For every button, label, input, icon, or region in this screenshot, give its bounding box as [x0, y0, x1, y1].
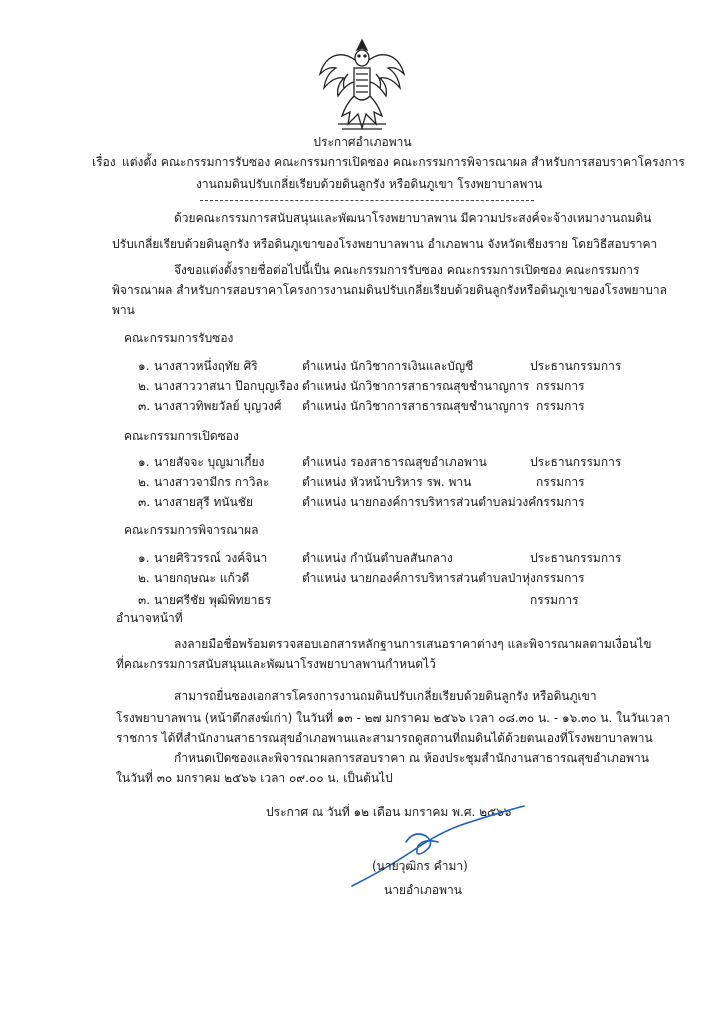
- member-role: กรรมการ: [530, 593, 579, 607]
- member-no: ๒.: [138, 379, 150, 393]
- member-no: ๒.: [138, 571, 150, 585]
- member-position: ตำแหน่ง นายกองค์การบริหารส่วนตำบลม่วงคำ: [302, 495, 544, 509]
- member-no: ๓.: [138, 399, 151, 413]
- member-role: กรรมการ: [536, 475, 585, 489]
- intro-line-3: จึงขอแต่งตั้งรายชื่อต่อไปนี้เป็น คณะกรรมการรับซอง คณะกรรมการเปิดซอง คณะกรรมการ: [174, 263, 640, 277]
- member-no: ๑.: [138, 359, 150, 373]
- member-name: นางสาววาสนา ป๊อกบุญเรือง: [154, 379, 299, 393]
- table-row: [0, 494, 725, 510]
- table-row: [0, 454, 725, 470]
- submission-line-1: สามารถยื่นซองเอกสารโครงการงานถมดินปรับเกลี่ยเรียบด้วยดินลูกรัง หรือดินภูเขา: [174, 689, 597, 703]
- member-role: กรรมการ: [536, 495, 585, 509]
- member-no: ๒.: [138, 475, 150, 489]
- divider: [200, 200, 534, 201]
- table-row: [0, 570, 725, 586]
- committee-heading-open: คณะกรรมการเปิดซอง: [124, 429, 239, 443]
- signer-title: นายอำเภอพาน: [384, 883, 462, 897]
- member-name: นางสาวหนึ่งฤทัย ศิริ: [154, 359, 258, 373]
- member-role: กรรมการ: [536, 379, 585, 393]
- submission-line-3: ราชการ ได้ที่สำนักงานสาธารณสุขอำเภอพานและสามารถดูสถานที่ถมดินได้ด้วยตนเองที่โรงพยาบาลพาน: [116, 731, 653, 745]
- submission-line-5: ในวันที่ ๓๐ มกราคม ๒๕๖๖ เวลา ๐๙.๐๐ น. เป็นต้นไป: [116, 771, 393, 785]
- member-name: นางสาวจามีกร กาวิละ: [154, 475, 270, 489]
- member-position: ตำแหน่ง รองสาธารณสุขอำเภอพาน: [302, 455, 487, 469]
- table-row: [0, 378, 725, 394]
- member-no: ๑.: [138, 551, 150, 565]
- duty-line-1: ลงลายมือชื่อพร้อมตรวจสอบเอกสารหลักฐานการเสนอราคาต่างๆ และพิจารณาผลตามเงื่อนไข: [174, 637, 652, 651]
- subject-label: เรื่อง: [92, 155, 116, 169]
- member-no: ๓.: [138, 495, 151, 509]
- intro-line-5: พาน: [112, 303, 135, 317]
- member-role: ประธานกรรมการ: [530, 359, 622, 373]
- member-name: นายสัจจะ บุญมาเกี๋ยง: [154, 455, 265, 469]
- member-position: ตำแหน่ง หัวหน้าบริหาร รพ. พาน: [302, 475, 472, 489]
- member-name: นายศรีชัย พุฒิพิทยาธร: [154, 593, 272, 607]
- intro-line-4: พิจารณาผล สำหรับการสอบราคาโครงการงานถมดินปรับเกลี่ยเรียบด้วยดินลูกรังหรือดินภูเขาของโรงพยาบาล: [112, 283, 668, 297]
- signer-name: (นายวุฒิกร คำมา): [372, 859, 468, 873]
- table-row: [0, 550, 725, 566]
- member-position: ตำแหน่ง กำนันตำบลสันกลาง: [302, 551, 453, 565]
- committee-heading-review: คณะกรรมการพิจารณาผล: [124, 523, 259, 537]
- member-no: ๑.: [138, 455, 150, 469]
- member-role: ประธานกรรมการ: [530, 551, 622, 565]
- intro-line-2: ปรับเกลี่ยเรียบด้วยดินลูกรัง หรือดินภูเขาของโรงพยาบาลพาน อำเภอพาน จังหวัดเชียงราย โดยวิธีสอบราคา: [112, 237, 658, 251]
- intro-line-1: ด้วยคณะกรรมการสนับสนุนและพัฒนาโรงพยาบาลพาน มีความประสงค์จะจ้างเหมางานถมดิน: [174, 211, 652, 225]
- committee-heading-receive: คณะกรรมการรับซอง: [124, 331, 234, 345]
- table-row: [0, 358, 725, 374]
- member-position: ตำแหน่ง นักวิชาการเงินและบัญชี: [302, 359, 474, 373]
- member-name: นางสาวทิพยวัลย์ บุญวงศ์: [154, 399, 282, 413]
- member-position: ตำแหน่ง นายกองค์การบริหารส่วนตำบลป่าหุ่ง: [302, 571, 536, 585]
- subject-line-2: งานถมดินปรับเกลี่ยเรียบด้วยดินลูกรัง หรือดินภูเขา โรงพยาบาลพาน: [196, 177, 543, 191]
- duty-line-2: ที่คณะกรรมการสนับสนุนและพัฒนาโรงพยาบาลพานกำหนดไว้: [116, 657, 436, 671]
- subject-line-1: แต่งตั้ง คณะกรรมการรับซอง คณะกรรมการเปิดซอง คณะกรรมการพิจารณาผล สำหรับการสอบราคาโครงการ: [122, 155, 685, 169]
- member-no: ๓.: [138, 593, 151, 607]
- member-role: กรรมการ: [536, 571, 585, 585]
- table-row: [0, 398, 725, 414]
- member-role: กรรมการ: [536, 399, 585, 413]
- member-position: ตำแหน่ง นักวิชาการสาธารณสุขชำนาญการ: [302, 379, 530, 393]
- duty-heading: อำนาจหน้าที่: [116, 611, 183, 625]
- table-row: [0, 474, 725, 490]
- member-name: นายกฤษณะ แก้วดี: [154, 571, 250, 585]
- announced-date: ประกาศ ณ วันที่ ๑๒ เดือน มกราคม พ.ศ. ๒๕๖๖: [266, 805, 512, 819]
- member-role: ประธานกรรมการ: [530, 455, 622, 469]
- member-name: นายศิริวรรณ์ วงค์จินา: [154, 551, 268, 565]
- member-name: นางสายสุรี ทนันชัย: [154, 495, 253, 509]
- page-title: ประกาศอำเภอพาน: [313, 135, 412, 149]
- garuda-emblem-icon: [314, 34, 410, 134]
- table-row: [0, 592, 725, 608]
- submission-line-2: โรงพยาบาลพาน (หน้าตึกสงฆ์เก่า) ในวันที่ ๑๓ - ๒๗ มกราคม ๒๕๖๖ เวลา ๐๘.๓๐ น. - ๑๖.๓๐ น. ในวันเวลา: [116, 711, 671, 725]
- submission-line-4: กำหนดเปิดซองและพิจารณาผลการสอบราคา ณ ห้องประชุมสำนักงานสาธารณสุขอำเภอพาน: [174, 751, 649, 765]
- member-position: ตำแหน่ง นักวิชาการสาธารณสุขชำนาญการ: [302, 399, 530, 413]
